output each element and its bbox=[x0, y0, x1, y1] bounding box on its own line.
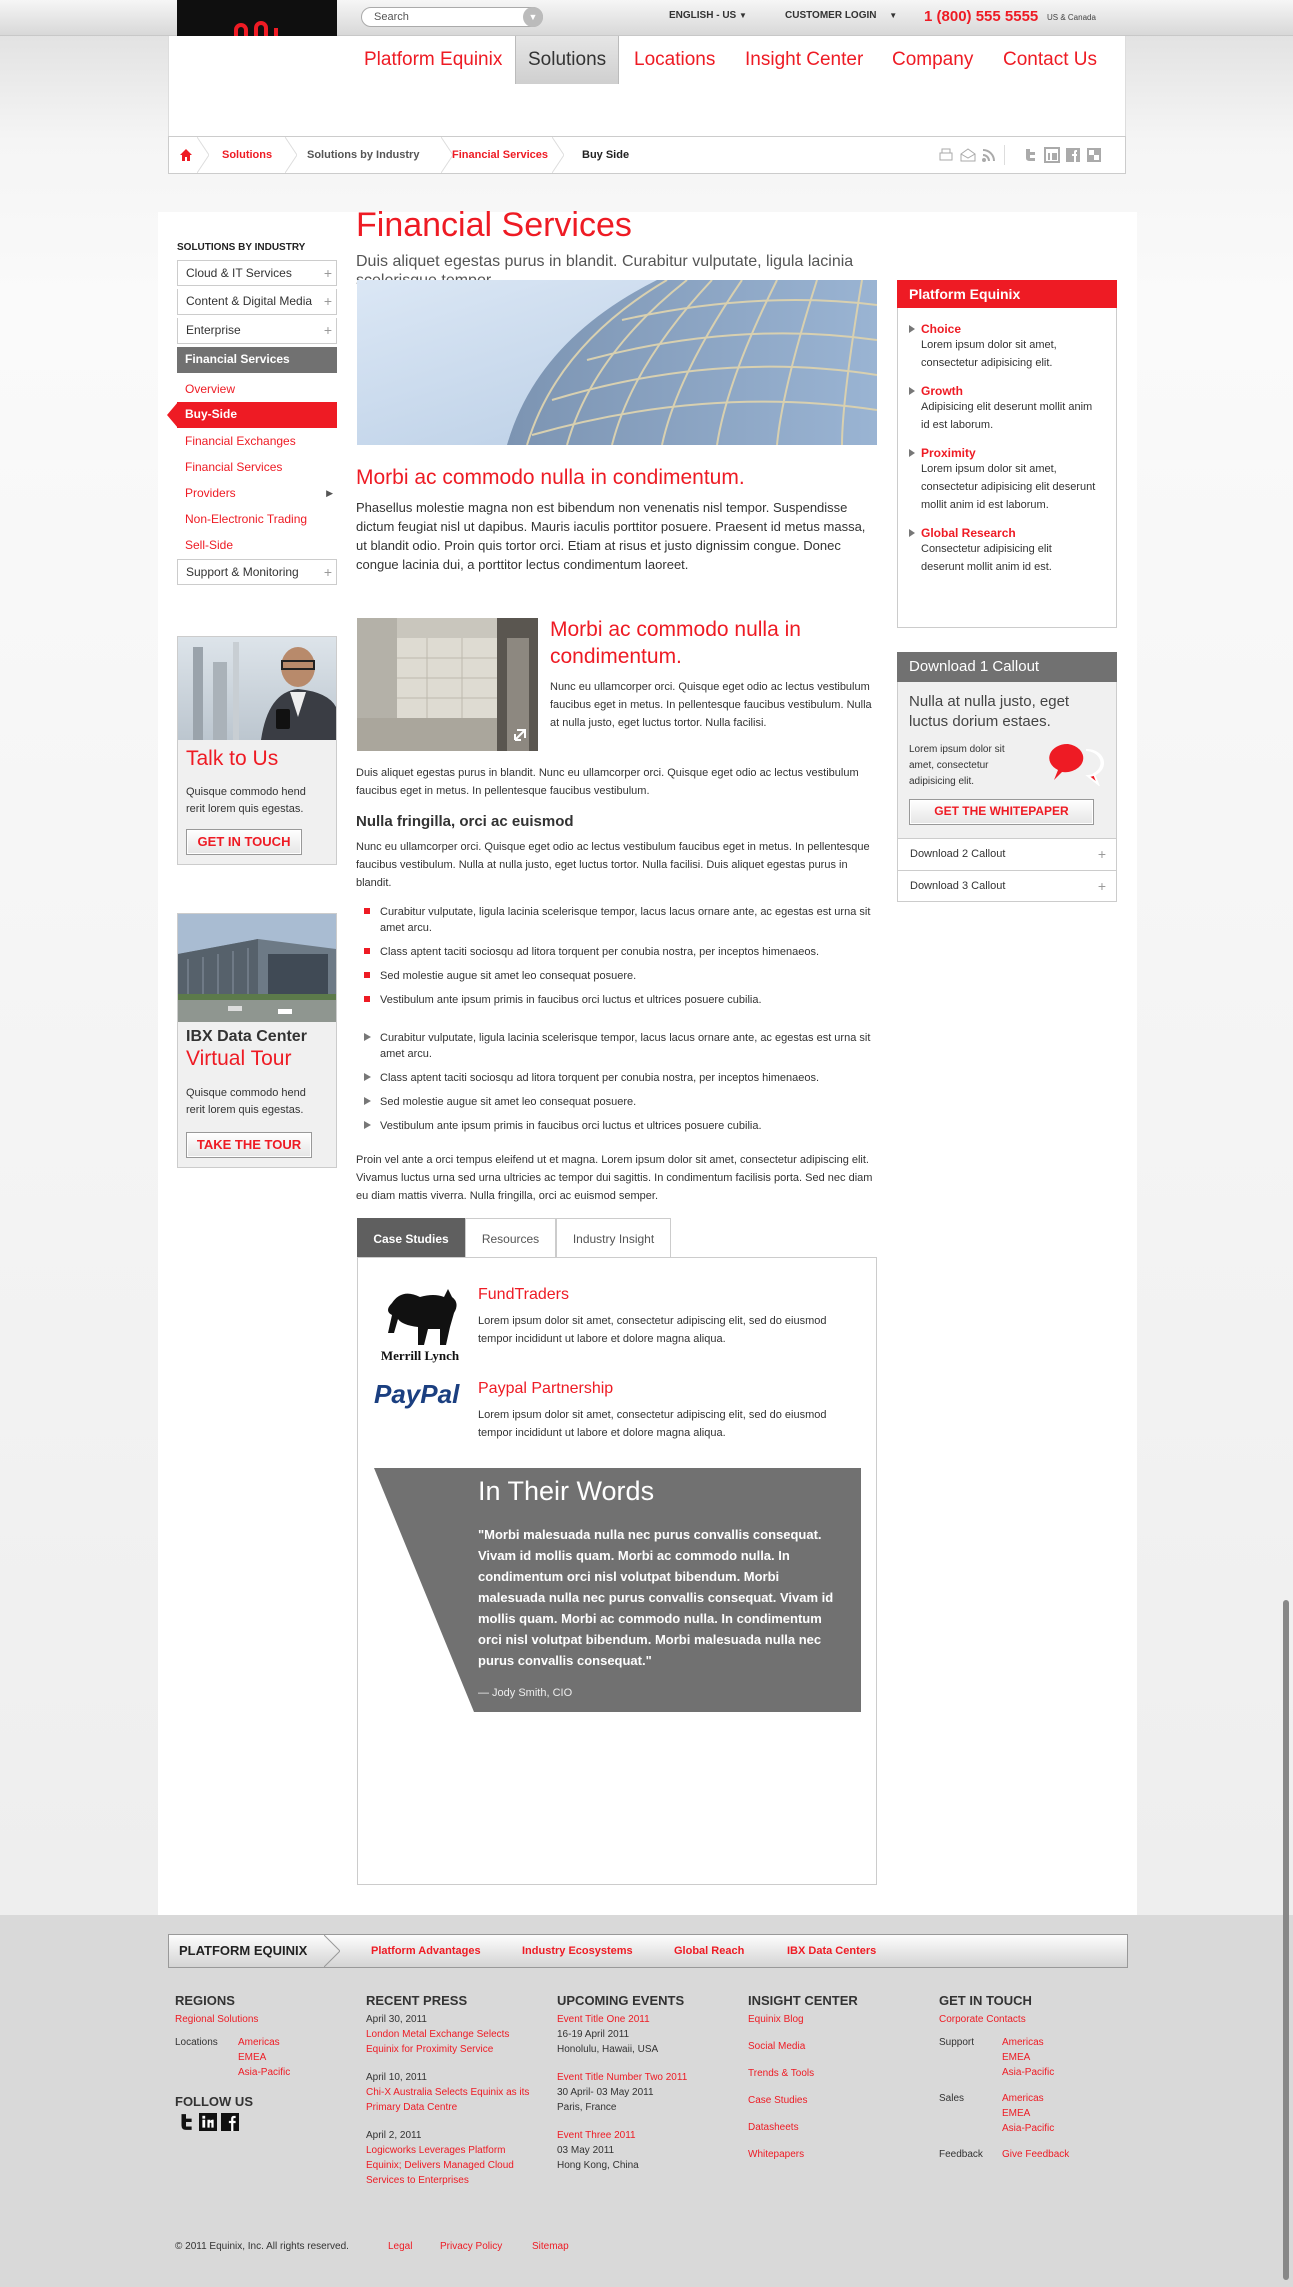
home-icon[interactable] bbox=[179, 148, 193, 162]
nav-company[interactable]: Company bbox=[892, 49, 974, 70]
square-bullet-icon bbox=[364, 908, 370, 914]
locations-label: Locations bbox=[175, 2037, 218, 2048]
list-item bbox=[356, 1094, 876, 1110]
crumb-financial[interactable]: Financial Services bbox=[452, 149, 548, 161]
tab-case-studies[interactable]: Case Studies bbox=[357, 1218, 465, 1258]
breadcrumb bbox=[168, 136, 1126, 174]
nav-contact[interactable]: Contact Us bbox=[1003, 49, 1097, 70]
triangle-bullet-icon bbox=[364, 1121, 371, 1129]
quote-author: — Jody Smith, CIO bbox=[478, 1687, 573, 1699]
triangle-bullet-icon bbox=[909, 529, 915, 537]
sidebar-item-label: Support & Monitoring bbox=[186, 565, 299, 579]
plus-icon: + bbox=[323, 564, 332, 580]
promo-kicker: IBX Data Center bbox=[186, 1028, 307, 1045]
regional-solutions-link[interactable]: Regional Solutions bbox=[175, 2014, 259, 2025]
footer-heading: REGIONS bbox=[175, 1993, 235, 2008]
search-input[interactable] bbox=[361, 7, 543, 27]
list-item-text: Class aptent taciti sociosqu ad litora torquent per conubia nostra, per inceptos himenaeos. bbox=[380, 1072, 820, 1084]
case-text: Lorem ipsum dolor sit amet, consectetur adipiscing elit, sed do eiusmod tempor incididunt ut labore et dolore magna aliqua. bbox=[478, 1315, 827, 1345]
bullet-list-red bbox=[356, 904, 876, 1016]
footer-touch bbox=[939, 1993, 1119, 2163]
plus-icon: + bbox=[323, 265, 332, 281]
plus-icon: + bbox=[1097, 878, 1106, 894]
print-icon[interactable] bbox=[938, 147, 954, 163]
platform-item-title[interactable]: Growth bbox=[921, 384, 963, 398]
plus-icon: + bbox=[323, 322, 332, 338]
sidebar-item-support[interactable] bbox=[177, 559, 337, 585]
sidebar-heading: SOLUTIONS BY INDUSTRY bbox=[177, 242, 306, 253]
support-label: Support bbox=[939, 2037, 975, 2048]
caret-down-icon: ▼ bbox=[739, 11, 747, 20]
locations-list bbox=[238, 2035, 290, 2080]
list-item-text: Class aptent taciti sociosqu ad litora torquent per conubia nostra, per inceptos himenaeos. bbox=[380, 946, 820, 958]
download-label: Download 3 Callout bbox=[910, 880, 1006, 892]
support-group bbox=[939, 2035, 1119, 2087]
platform-item bbox=[909, 446, 1105, 514]
platform-item-title[interactable]: Proximity bbox=[921, 446, 976, 460]
platform-item bbox=[909, 322, 1105, 372]
linkedin-icon[interactable] bbox=[199, 2113, 217, 2131]
insight-link[interactable]: Social Media bbox=[748, 2041, 806, 2052]
promo-tour bbox=[177, 913, 337, 1168]
quote-text: "Morbi malesuada nulla nec purus convallis consequat. Vivam id mollis quam. Morbi ac commodo nulla. In condimentum orci nisl volutpat bibendum. Morbi malesuada nulla nec purus convallis consequat. Vivam id mollis quam. Morbi ac commodo nulla. In condimentum orci nisl volutpat bibendum. Morbi malesuada nulla nec purus convallis consequat." bbox=[478, 1527, 834, 1668]
section-heading: Morbi ac commodo nulla in condimentum. bbox=[356, 466, 745, 489]
footer-events bbox=[557, 1993, 727, 2173]
sales-label: Sales bbox=[939, 2093, 965, 2104]
privacy-link[interactable]: Privacy Policy bbox=[440, 2241, 503, 2252]
region-link[interactable]: Americas bbox=[238, 2037, 280, 2048]
sidebar-sub-sellside[interactable]: Sell-Side bbox=[185, 538, 234, 552]
platform-item-text: Lorem ipsum dolor sit amet, consectetur adipisicing elit. bbox=[921, 339, 1057, 369]
download-lead: Nulla at nulla justo, eget luctus dorium estaes. bbox=[909, 693, 1070, 730]
event-date: 30 April- 03 May 2011 bbox=[557, 2087, 654, 2098]
insight-link[interactable]: Whitepapers bbox=[748, 2149, 805, 2160]
platform-item-text: Consectetur adipisicing elit deserunt mollit anim id est. bbox=[921, 543, 1052, 573]
sidebar-sub-nonelectronic[interactable]: Non-Electronic Trading bbox=[185, 512, 308, 526]
footer-platform-bar bbox=[168, 1934, 1128, 1968]
triangle-bullet-icon bbox=[909, 325, 915, 333]
facebook-icon[interactable] bbox=[1065, 147, 1081, 163]
event-link[interactable]: Event Title Number Two 2011 bbox=[557, 2072, 688, 2083]
plus-icon: + bbox=[1097, 846, 1106, 862]
triangle-bullet-icon bbox=[909, 449, 915, 457]
phone-region: US & Canada bbox=[1047, 13, 1096, 22]
sidebar-sub-exchanges[interactable]: Financial Exchanges bbox=[185, 434, 296, 448]
sales-group bbox=[939, 2091, 1119, 2143]
sidebar-sub-services[interactable]: Financial Services bbox=[185, 460, 283, 474]
event-place: Hong Kong, China bbox=[557, 2160, 639, 2171]
twitter-icon[interactable] bbox=[177, 2113, 195, 2131]
get-whitepaper-button[interactable]: GET THE WHITEPAPER bbox=[909, 799, 1094, 825]
customer-login[interactable] bbox=[785, 10, 897, 21]
download-heading: Download 1 Callout bbox=[897, 652, 1117, 682]
footer-heading: RECENT PRESS bbox=[366, 1993, 468, 2008]
feedback-label: Feedback bbox=[939, 2149, 983, 2160]
press-date: April 30, 2011 bbox=[366, 2014, 427, 2025]
nav-insight[interactable]: Insight Center bbox=[745, 49, 864, 70]
footnav-ibx[interactable]: IBX Data Centers bbox=[787, 1945, 877, 1957]
sidebar-item-label: Cloud & IT Services bbox=[186, 266, 292, 280]
platform-item-title[interactable]: Choice bbox=[921, 322, 962, 336]
footer-insight bbox=[748, 1993, 918, 2162]
search-placeholder: Search bbox=[374, 11, 409, 23]
platform-item-title[interactable]: Global Research bbox=[921, 526, 1016, 540]
press-date: April 2, 2011 bbox=[366, 2130, 422, 2141]
crumb-solutions[interactable]: Solutions bbox=[222, 149, 273, 161]
body-paragraph: Nunc eu ullamcorper orci. Quisque eget odio ac lectus vestibulum faucibus eget in metus. In pellentesque faucibus vestibulum. Nulla at nulla justo, eget luctus tortor. Nulla facilisi. Duis aliquet egestas purus in blandit. bbox=[356, 841, 870, 889]
locations-group bbox=[175, 2035, 345, 2080]
body-paragraph: Nunc eu ullamcorper orci. Quisque eget odio ac lectus vestibulum faucibus eget in metus. In pellentesque faucibus vestibulum. Nulla at nulla justo, eget luctus tortor. Nulla facilisi. bbox=[550, 681, 872, 729]
crumb-separator bbox=[285, 137, 297, 173]
give-feedback-link[interactable]: Give Feedback bbox=[1002, 2149, 1070, 2160]
facebook-icon[interactable] bbox=[221, 2113, 239, 2131]
nav-locations[interactable]: Locations bbox=[634, 49, 716, 70]
crumb-separator bbox=[197, 137, 209, 173]
nav-solutions[interactable]: Solutions bbox=[515, 36, 619, 84]
region-link[interactable]: Americas bbox=[1002, 2093, 1044, 2104]
footnav-reach[interactable]: Global Reach bbox=[674, 1945, 745, 1957]
region-link[interactable]: Asia-Pacific bbox=[238, 2067, 291, 2078]
caret-down-icon: ▼ bbox=[889, 11, 898, 20]
promo-text: Quisque commodo hend rerit lorem quis egestas. bbox=[186, 1087, 306, 1116]
download-3-callout[interactable] bbox=[897, 870, 1117, 902]
scrollbar-thumb[interactable] bbox=[1283, 1600, 1289, 2280]
download-text: Lorem ipsum dolor sit amet, consectetur adipisicing elit. bbox=[909, 744, 1005, 787]
square-bullet-icon bbox=[364, 972, 370, 978]
legal-link[interactable]: Legal bbox=[388, 2241, 413, 2252]
interior-photo[interactable] bbox=[357, 618, 538, 751]
list-item-text: Sed molestie augue sit amet leo consequat posuere. bbox=[380, 1096, 637, 1108]
list-item-text: Vestibulum ante ipsum primis in faucibus orci luctus et ultrices posuere cubilia. bbox=[380, 994, 762, 1006]
list-item bbox=[356, 904, 876, 936]
press-link[interactable]: London Metal Exchange Selects Equinix for Proximity Service bbox=[366, 2029, 510, 2055]
list-item bbox=[356, 944, 876, 960]
sidebar-sub-label: Providers bbox=[185, 486, 236, 500]
sidebar-sub-providers[interactable] bbox=[177, 480, 337, 506]
crumb-buyside: Buy Side bbox=[582, 149, 630, 161]
language-label: ENGLISH - US bbox=[669, 10, 737, 21]
list-item bbox=[356, 1070, 876, 1086]
list-item bbox=[356, 992, 876, 1008]
datacenter-photo bbox=[178, 914, 336, 1022]
triangle-bullet-icon bbox=[364, 1073, 371, 1081]
corporate-contacts-link[interactable]: Corporate Contacts bbox=[939, 2014, 1026, 2025]
platform-item-text: Adipisicing elit deserunt mollit anim id est laborum. bbox=[921, 401, 1093, 431]
feedback-group bbox=[939, 2147, 1119, 2163]
region-link[interactable]: Americas bbox=[1002, 2037, 1044, 2048]
sitemap-link[interactable]: Sitemap bbox=[532, 2241, 569, 2252]
download-label: Download 2 Callout bbox=[910, 848, 1006, 860]
sidebar-item-financial[interactable]: Financial Services bbox=[177, 347, 337, 373]
region-link[interactable]: Asia-Pacific bbox=[1002, 2123, 1055, 2134]
event-place: Honolulu, Hawaii, USA bbox=[557, 2044, 659, 2055]
sidebar-item-label: Enterprise bbox=[186, 323, 241, 337]
language-select[interactable] bbox=[669, 10, 747, 21]
email-icon[interactable] bbox=[960, 147, 976, 163]
promo-title: Virtual Tour bbox=[186, 1047, 292, 1070]
platform-item bbox=[909, 526, 1105, 576]
promo-talk bbox=[177, 636, 337, 865]
press-link[interactable]: Logicworks Leverages Platform Equinix; Delivers Managed Cloud Services to Enterprises bbox=[366, 2145, 514, 2186]
twitter-icon[interactable] bbox=[1022, 147, 1038, 163]
press-date: April 10, 2011 bbox=[366, 2072, 427, 2083]
footnav-ecosystems[interactable]: Industry Ecosystems bbox=[522, 1945, 633, 1957]
phone-number: 1 (800) 555 5555 bbox=[924, 8, 1039, 25]
list-item-text: Curabitur vulputate, ligula lacinia scelerisque tempor, lacus lacus ornare ante, ac egestas est urna sit amet arcu. bbox=[380, 1032, 871, 1060]
take-the-tour-button[interactable]: TAKE THE TOUR bbox=[186, 1132, 312, 1158]
get-in-touch-button[interactable]: GET IN TOUCH bbox=[186, 829, 302, 855]
event-link[interactable]: Event Three 2011 bbox=[557, 2130, 636, 2141]
list-item bbox=[356, 968, 876, 984]
insight-link[interactable]: Case Studies bbox=[748, 2095, 808, 2106]
building-photo bbox=[357, 280, 877, 445]
login-label: CUSTOMER LOGIN bbox=[785, 10, 877, 21]
region-link[interactable]: EMEA bbox=[238, 2052, 267, 2063]
download-2-callout[interactable] bbox=[897, 838, 1117, 870]
triangle-bullet-icon bbox=[364, 1097, 371, 1105]
region-link[interactable]: EMEA bbox=[1002, 2108, 1031, 2119]
footer-heading: UPCOMING EVENTS bbox=[557, 1993, 685, 2008]
press-link[interactable]: Chi-X Australia Selects Equinix as its Primary Data Centre bbox=[366, 2087, 530, 2113]
subheading: Nulla fringilla, orci ac euismod bbox=[356, 813, 574, 830]
case-title[interactable]: FundTraders bbox=[478, 1286, 569, 1303]
body-paragraph: Proin vel ante a orci tempus eleifend ut et magna. Lorem ipsum dolor sit amet, consectetur adipiscing elit. Vivamus luctus urna sed urna ultricies ac tempor dui sagittis. In condimentum facilisis porta. Sed nec diam eu diam mattis viverra. Nulla fringilla, orci ac euismod semper. bbox=[356, 1154, 873, 1202]
list-item bbox=[356, 1118, 876, 1134]
body-paragraph: Duis aliquet egestas purus in blandit. Nunc eu ullamcorper orci. Quisque eget odio ac lectus vestibulum faucibus eget in metus. In pellentesque faucibus vestibulum. bbox=[356, 767, 859, 797]
linkedin-icon[interactable] bbox=[1044, 147, 1060, 163]
paypal-wordmark: PayPal bbox=[374, 1379, 460, 1409]
platform-item bbox=[909, 384, 1105, 434]
sidebar-sub-overview[interactable]: Overview bbox=[185, 382, 236, 396]
square-bullet-icon bbox=[364, 996, 370, 1002]
bullet-list-grey bbox=[356, 1030, 876, 1142]
region-link[interactable]: EMEA bbox=[1002, 2052, 1031, 2063]
footer-heading: INSIGHT CENTER bbox=[748, 1993, 858, 2008]
tab-resources[interactable]: Resources bbox=[465, 1218, 556, 1258]
chevron-down-icon[interactable]: ▼ bbox=[523, 7, 543, 27]
triangle-bullet-icon bbox=[909, 387, 915, 395]
triangle-bullet-icon bbox=[364, 1033, 371, 1041]
list-item-text: Vestibulum ante ipsum primis in faucibus orci luctus et ultrices posuere cubilia. bbox=[380, 1120, 762, 1132]
platform-heading: Platform Equinix bbox=[897, 280, 1117, 308]
chevron-right-icon bbox=[324, 1935, 340, 1967]
insight-link[interactable]: Equinix Blog bbox=[748, 2014, 804, 2025]
square-bullet-icon bbox=[364, 948, 370, 954]
share-icon[interactable] bbox=[1086, 147, 1102, 163]
promo-title: Talk to Us bbox=[186, 747, 279, 770]
copyright: © 2011 Equinix, Inc. All rights reserved. bbox=[175, 2241, 349, 2252]
list-item-text: Curabitur vulputate, ligula lacinia scelerisque tempor, lacus lacus ornare ante, ac egestas est urna sit amet arcu. bbox=[380, 906, 871, 934]
sidebar-item-enterprise[interactable] bbox=[177, 318, 337, 344]
active-arrow-icon bbox=[167, 402, 178, 428]
platform-list bbox=[897, 322, 1117, 588]
sidebar-item-cloud[interactable] bbox=[177, 260, 337, 286]
nav-platform[interactable]: Platform Equinix bbox=[364, 49, 503, 70]
crumb-separator bbox=[552, 137, 564, 173]
sidebar-item-label: Content & Digital Media bbox=[186, 294, 313, 308]
list-item-text: Sed molestie augue sit amet leo consequat posuere. bbox=[380, 970, 637, 982]
event-date: 16-19 April 2011 bbox=[557, 2029, 630, 2040]
promo-text: Quisque commodo hend rerit lorem quis egestas. bbox=[186, 786, 306, 815]
chat-bubbles-icon bbox=[1048, 740, 1104, 786]
case-title[interactable]: Paypal Partnership bbox=[478, 1380, 614, 1397]
sidebar-sub-buyside[interactable]: Buy-Side bbox=[177, 402, 337, 428]
body-paragraph: Phasellus molestie magna non est bibendum non venenatis nisl tempor. Suspendisse dictum feugiat nisl ut dapibus. Mauris iaculis porttitor posuere. Praesent id metus massa, ut blandit odio. Proin quis tortor orci. Etiam at risus et justo dignissim congue. Donec congue lacinia dui, a porttitor lectus condimentum laoreet. bbox=[356, 500, 866, 572]
insight-link[interactable]: Datasheets bbox=[748, 2122, 799, 2133]
merrill-lynch-wordmark: Merrill Lynch bbox=[380, 1348, 460, 1363]
businessman-photo bbox=[178, 637, 336, 740]
section-heading: Morbi ac commodo nulla in condimentum. bbox=[550, 618, 801, 668]
plus-icon: + bbox=[323, 293, 332, 309]
event-link[interactable]: Event Title One 2011 bbox=[557, 2014, 650, 2025]
sidebar-item-content[interactable] bbox=[177, 289, 337, 315]
crumb-industry[interactable]: Solutions by Industry bbox=[307, 149, 420, 161]
insight-link[interactable]: Trends & Tools bbox=[748, 2068, 815, 2079]
caret-right-icon: ▶ bbox=[326, 488, 333, 498]
footer-platform-title: PLATFORM EQUINIX bbox=[179, 1943, 308, 1958]
region-link[interactable]: Asia-Pacific bbox=[1002, 2067, 1055, 2078]
event-date: 03 May 2011 bbox=[557, 2145, 615, 2156]
footer-press bbox=[366, 1993, 536, 2188]
page-subtitle: Duis aliquet egestas purus in blandit. Curabitur vulputate, ligula lacinia bbox=[356, 253, 854, 270]
list-item bbox=[356, 1030, 876, 1062]
paypal-logo bbox=[374, 1379, 459, 1410]
rss-icon[interactable] bbox=[981, 147, 997, 163]
tab-industry-insight[interactable]: Industry Insight bbox=[556, 1218, 671, 1258]
quote-title: In Their Words bbox=[478, 1476, 655, 1506]
footnav-advantages[interactable]: Platform Advantages bbox=[371, 1945, 481, 1957]
footer-heading: FOLLOW US bbox=[175, 2094, 253, 2109]
platform-item-text: Lorem ipsum dolor sit amet, consectetur adipisicing elit deserunt mollit anim id est laborum. bbox=[921, 463, 1096, 511]
event-place: Paris, France bbox=[557, 2102, 617, 2113]
social-icons bbox=[175, 2113, 345, 2133]
footer-heading: GET IN TOUCH bbox=[939, 1993, 1032, 2008]
footer-regions bbox=[175, 1993, 345, 2133]
case-text: Lorem ipsum dolor sit amet, consectetur adipiscing elit, sed do eiusmod tempor incididunt ut labore et dolore magna aliqua. bbox=[478, 1409, 827, 1439]
page-title: Financial Services bbox=[356, 206, 632, 244]
